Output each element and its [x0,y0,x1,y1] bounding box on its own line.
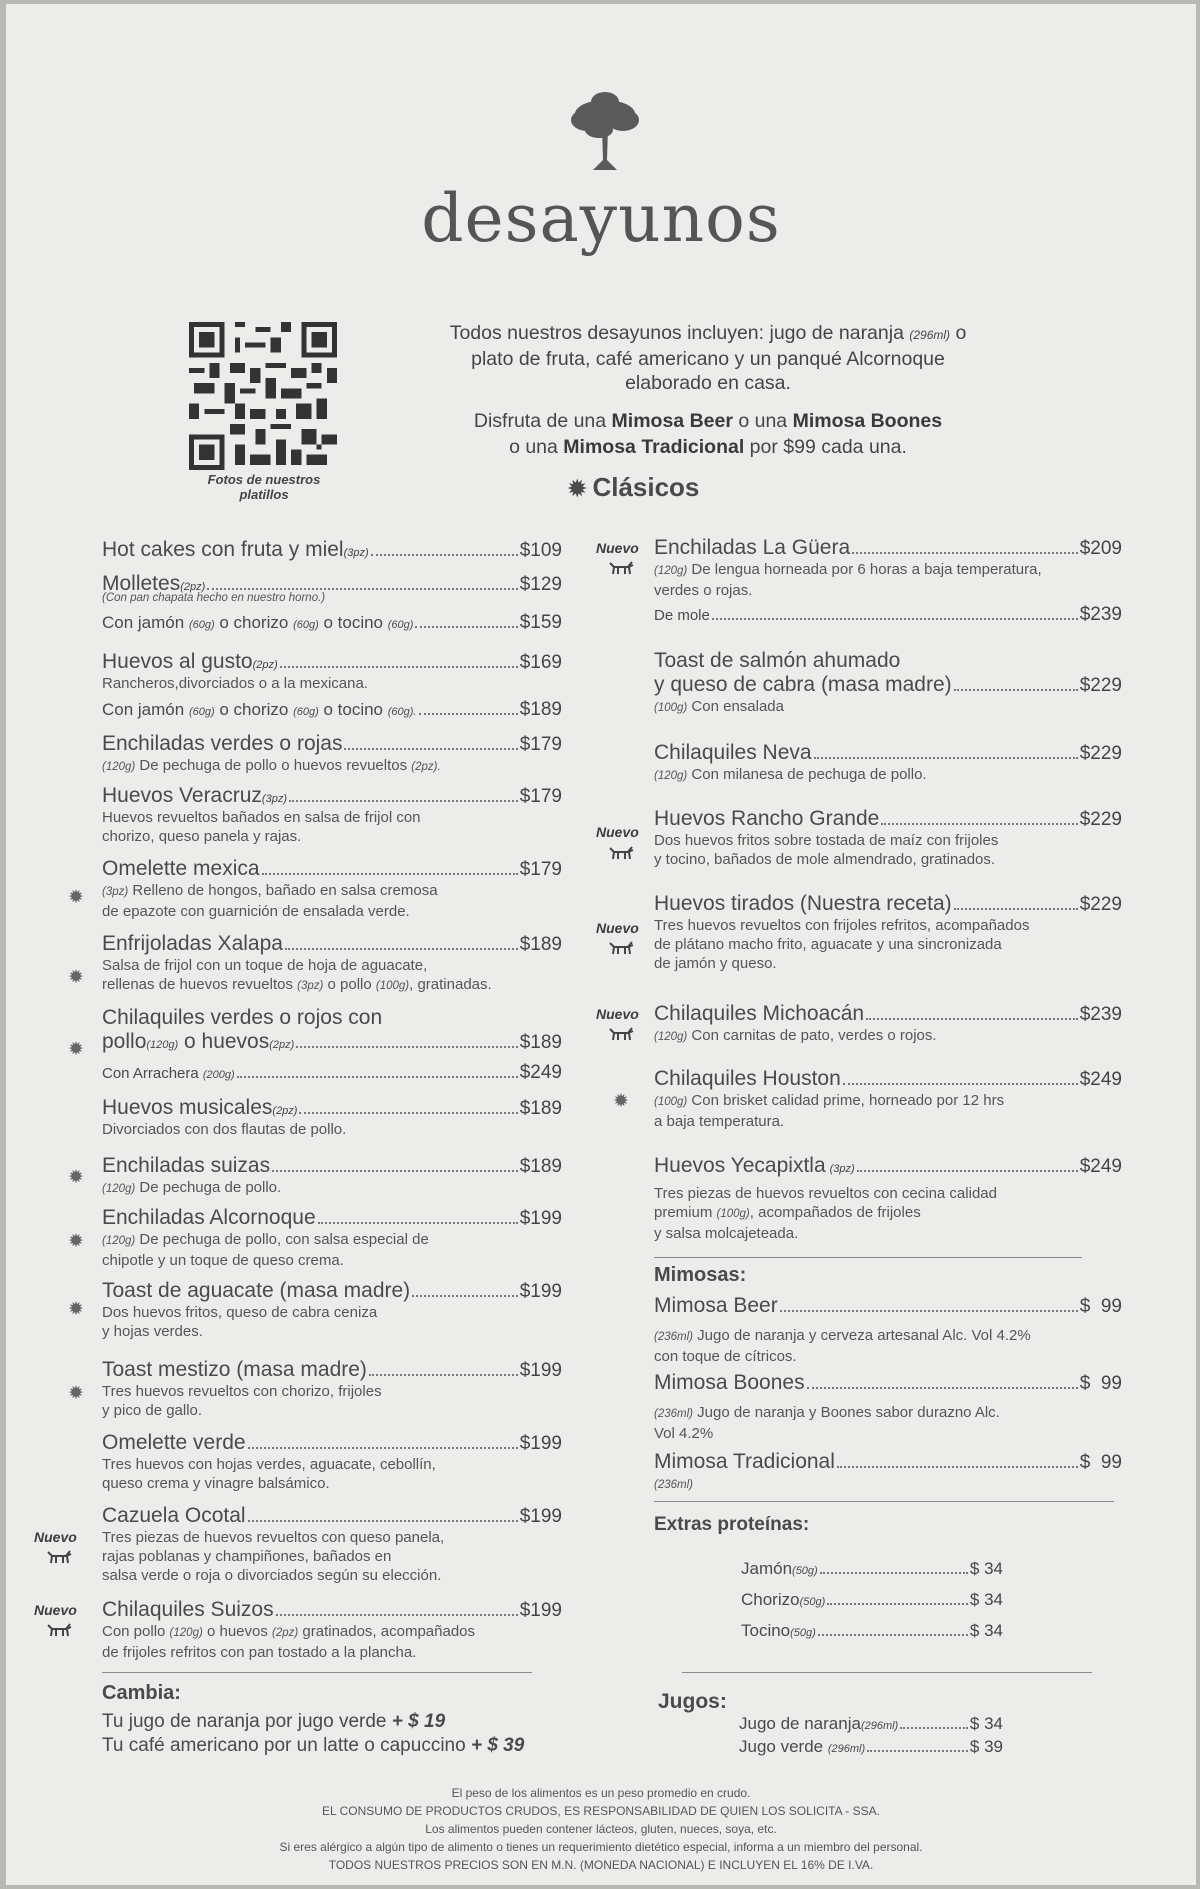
cambia-heading: Cambia: [102,1682,181,1704]
bull-icon [46,1623,72,1637]
extra-item-chorizo: Chorizo(50g) $ 34 [741,1590,1003,1609]
star-icon: ✹ [68,967,84,988]
menu-item-chilaquiles-michoacan: Chilaquiles Michoacán $239 (120g) Con carnitas de pato, verdes o rojos. [654,1002,1122,1044]
cambia-line-jugo: Tu jugo de naranja por jugo verde + $ 19 [102,1711,446,1732]
menu-item-toast-mestizo: Toast mestizo (masa madre) $199 Tres huevos revueltos con chorizo, frijoles y pico de gallo. [102,1358,562,1419]
menu-item-huevos-veracruz: Huevos Veracruz (3pz) $179 Huevos revueltos bañados en salsa de frijol con chorizo, queso panela y rajas. [102,784,562,845]
extras-heading: Extras proteínas: [654,1514,810,1535]
divider [682,1672,1092,1673]
menu-item-toast-salmon: Toast de salmón ahumado y queso de cabra (masa madre) $229 (100g) Con ensalada [654,649,1122,715]
star-icon: ✹ [68,1299,84,1320]
cambia-line-cafe: Tu café americano por un latte o capuccino + $ 39 [102,1735,525,1756]
bull-icon [608,846,634,860]
menu-item-hotcakes: Hot cakes con fruta y miel (3pz) $109 [102,538,562,561]
mimosa-offer: Disfruta de una Mimosa Beer o una Mimosa Boones o una Mimosa Tradicional por $99 cada una. [473,410,943,458]
menu-item-huevos-rancho-grande: Huevos Rancho Grande $229 Dos huevos fritos sobre tostada de maíz con frijoles y tocino, bañados de mole almendrado, gratinados. [654,807,1122,868]
extra-item-jamon: Jamón(50g) $ 34 [741,1559,1003,1578]
nuevo-badge: Nuevo [34,1529,77,1545]
nuevo-badge: Nuevo [34,1602,77,1618]
menu-item-cazuela-ocotal: Cazuela Ocotal $199 Tres piezas de huevos revueltos con queso panela, rajas poblanas y champiñones, bañados en salsa verde o roja o divorciados según su elección. [102,1504,562,1584]
menu-item-omelette-verde: Omelette verde $199 Tres huevos con hojas verdes, aguacate, cebollín, queso crema y vinagre balsámico. [102,1431,562,1492]
nuevo-badge: Nuevo [596,920,639,936]
menu-sheet [6,4,1196,1885]
menu-item-mimosa-boones: Mimosa Boones $ 99 (236ml) Jugo de naranja y Boones sabor durazno Alc. Vol 4.2% [654,1371,1122,1442]
section-title-clasicos: ✹ Clásicos [568,472,700,502]
nuevo-badge: Nuevo [596,540,639,556]
menu-item-chilaquiles-neva: Chilaquiles Neva $229 (120g) Con milanesa de pechuga de pollo. [654,741,1122,783]
divider [654,1501,1114,1502]
jugos-heading: Jugos: [658,1690,727,1713]
mimosas-heading: Mimosas: [654,1264,747,1286]
star-icon: ✹ [68,1167,84,1188]
menu-item-enchiladas-suizas: Enchiladas suizas $189 (120g) De pechuga de pollo. [102,1154,562,1196]
divider [654,1257,1082,1258]
bull-icon [608,561,634,575]
menu-item-chilaquiles-verdes: Chilaquiles verdes o rojos con pollo(120g) o huevos(2pz) $189 Con Arrachera (200g) $249 [102,1006,562,1083]
star-icon: ✹ [68,1039,84,1060]
menu-item-huevos-tirados: Huevos tirados (Nuestra receta) $229 Tres huevos revueltos con frijoles refritos, acompañados de plátano macho frito, aguacate y una sincronizada de jamón y queso. [654,892,1122,972]
menu-item-huevos-al-gusto: Huevos al gusto (2pz) $169 Rancheros,divorciados o a la mexicana. Con jamón (60g) o chorizo (60g) o tocino (60g). $189 [102,650,562,720]
star-icon: ✹ [68,1231,84,1252]
menu-title: desayunos [421,180,781,257]
menu-item-enfrijoladas: Enfrijoladas Xalapa $189 Salsa de frijol con un toque de hoja de aguacate, rellenas de huevos revueltos (3pz) o pollo (100g), gratinadas. [102,932,562,993]
menu-item-enchiladas-alcornoque: Enchiladas Alcornoque $199 (120g) De pechuga de pollo, con salsa especial de chipotle y un toque de queso crema. [102,1206,562,1269]
menu-item-huevos-yecapixtla: Huevos Yecapixtla (3pz) $249 Tres piezas de huevos revueltos con cecina calidad premium (100g), acompañados de frijoles y salsa molcajeteada. [654,1154,1122,1242]
menu-item-chilaquiles-suizos: Chilaquiles Suizos $199 Con pollo (120g) o huevos (2pz) gratinados, acompañados de frijoles refritos con pan tostado a la plancha. [102,1598,562,1661]
qr-caption: Fotos de nuestros platillos [207,472,321,502]
nuevo-badge: Nuevo [596,824,639,840]
qr-code-icon[interactable] [189,322,337,470]
nuevo-badge: Nuevo [596,1006,639,1022]
footer-notes: El peso de los alimentos es un peso promedio en crudo. EL CONSUMO DE PRODUCTOS CRUDOS, ES RESPONSABILIDAD DE QUIEN LOS SOLICITA - SSA. Los alimentos pueden contener lácteos, gluten, nueces, soya, etc. Si eres alérgico a algún tipo de alimento o tienes un requerimiento dietético especial, informa a un miembro del personal. TODOS NUESTROS PRECIOS SON EN M.N. (MONEDA NACIONAL) E INCLUYEN EL 16% DE I.VA. [279,1786,923,1872]
juice-item-naranja: Jugo de naranja(296ml) $ 34 [739,1714,1003,1733]
menu-item-huevos-musicales: Huevos musicales (2pz) $189 Divorciados con dos flautas de pollo. [102,1096,562,1138]
menu-item-enchiladas-la-guera: Enchiladas La Güera $209 (120g) De lengua horneada por 6 horas a baja temperatura, verdes o rojas. De mole $239 [654,536,1122,625]
tree-logo-icon [561,90,651,180]
star-icon: ✹ [613,1091,629,1112]
divider [102,1672,532,1673]
star-icon: ✹ [68,1383,84,1404]
menu-item-omelette-mexica: Omelette mexica $179 (3pz) Relleno de hongos, bañado en salsa cremosa de epazote con guarnición de ensalada verde. [102,857,562,920]
bull-icon [46,1550,72,1564]
extra-item-tocino: Tocino(50g) $ 34 [741,1621,1003,1640]
menu-item-mimosa-tradicional: Mimosa Tradicional $ 99 (236ml) [654,1450,1122,1491]
menu-item-mimosa-beer: Mimosa Beer $ 99 (236ml) Jugo de naranja y cerveza artesanal Alc. Vol 4.2% con toque de cítricos. [654,1294,1122,1365]
juice-item-verde: Jugo verde (296ml) $ 39 [739,1737,1003,1756]
bull-icon [608,1027,634,1041]
intro-text: Todos nuestros desayunos incluyen: jugo de naranja (296ml) o plato de fruta, café americano y un panqué Alcornoque elaborado en casa. [449,322,967,394]
menu-item-enchiladas-verdes: Enchiladas verdes o rojas $179 (120g) De pechuga de pollo o huevos revueltos (2pz). [102,732,562,774]
menu-item-molletes: Molletes (2pz) $129 (Con pan chapata hecho en nuestro horno.) Con jamón (60g) o chorizo (60g) o tocino (60g) $159 [102,572,562,633]
bull-icon [608,941,634,955]
menu-item-toast-aguacate: Toast de aguacate (masa madre) $199 Dos huevos fritos, queso de cabra ceniza y hojas verdes. [102,1279,562,1340]
star-icon: ✹ [68,887,84,908]
menu-item-chilaquiles-houston: Chilaquiles Houston $249 (100g) Con brisket calidad prime, horneado por 12 hrs a baja temperatura. [654,1067,1122,1130]
star-icon: ✹ [568,476,587,501]
